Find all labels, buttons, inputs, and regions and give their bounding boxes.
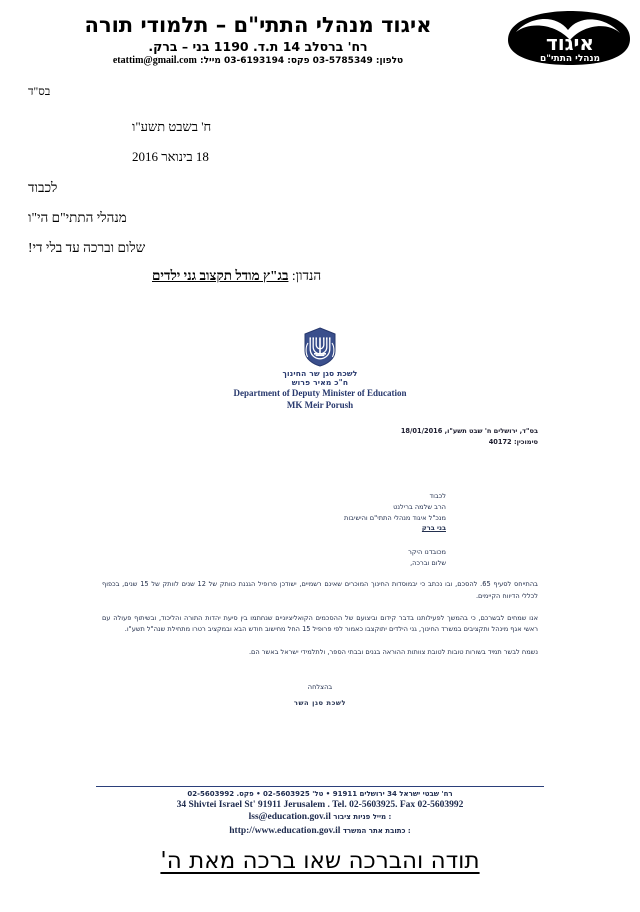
gregorian-date: 18 בינואר 2016 [132,148,209,164]
footer-divider [96,786,544,787]
ministry-office-en-2: MK Meir Porush [286,400,354,411]
ministry-paragraph-3: נשמח לבשר תמיד בשורות טובות לטובת צוותות ההוראה בגנים ובבתי הספר, ולתלמידי ישראל באשר הם. [248,647,538,656]
ministry-to-role: מנכ"ל איגוד מנהלי התתי"ם והישיבות [344,513,446,522]
to-label: לכבוד [28,180,58,195]
bsd-header: בס"ד [28,86,51,98]
ministry-sign-closing: בהצלחה [307,682,333,691]
ministry-letter-body [96,579,544,658]
organization-title: איגוד מנהלי התתי"ם – תלמודי תורה [84,13,432,37]
ministry-to-label: לכבוד [429,492,446,501]
ministry-footer [96,786,544,839]
subject-value: בג"ץ מודל תקצוב גני ילדים [152,268,289,283]
association-letterhead [0,8,640,74]
contact-phone-fax-label: טלפון: 03-5785349 פקס: 03-6193194 מייל: [200,56,404,67]
to-recipient: מנהלי התתי"ם הי"ו [28,210,127,226]
footer-website-label: כתובת אתר המשרד : [342,827,411,836]
ministry-date: בס"ד, ירושלים ח' שבט תשע"ו, 18/01/2016 [400,426,538,435]
footer-website-value[interactable]: http://www.education.gov.il [229,826,341,837]
ministry-paragraph-1: בהתייחס לסעיף 65. להסכם, ובו נכתב כי יבמוסדות החינוך המוכרים שאינם רשמיים, ישודכן פרופיל הגננת כוותק של 12 שנים לוותק של 15 שנים, בכפוף לכללי הדיווח הקיימים. [102,580,538,600]
footer-email-line [96,811,544,825]
ministry-meta-block [96,426,544,450]
letterhead-text-block [18,14,498,68]
footer-email-value[interactable]: lss@education.gov.il [248,812,331,823]
footer-website-line [96,825,544,839]
footer-address-en: 34 Shivtei Israel St' 91911 Jerusalem . Tel. 02-5603925. Fax 02-5603992 [176,800,464,811]
ministry-letterhead-text [96,369,544,412]
greeting-line: שלום וברכה עד בלי די! [28,240,146,256]
closing-blessing [0,848,640,874]
ministry-recipient-block [96,491,544,534]
ministry-office-en-1: Department of Deputy Minister of Education [233,388,407,398]
ministry-reference: סימוכין: 40172 [488,438,538,447]
organization-address: רח' ברסלב 14 ת.ד. 1190 בני – ברק. [148,38,368,54]
subject-line [152,268,640,284]
ministry-greeting-block [96,547,544,568]
ministry-signature-block [96,680,544,712]
ministry-office-he-2: ח"כ מאיר פרוש [291,378,349,387]
organization-contact [18,55,498,68]
footer-email-label: מייל פניות ציבור : [333,813,392,822]
footer-address-he: רח' שבטי ישראל 34 ירושלים 91911 • טל' 02-5603925 • פקס. 02-5603992 [187,790,453,798]
ministry-to-name: הרב שלמה ברילנט [393,502,446,511]
subject-label: הנדון: [291,268,322,283]
svg-text:איגוד: איגוד [545,31,595,55]
ministry-letter-insert [96,327,544,777]
svg-text:מנהלי התתי"ם: מנהלי התתי"ם [539,54,601,64]
closing-blessing-text: תודה והברכה שאו ברכה מאת ה' [160,848,480,874]
hebrew-date: ח' בשבט תשע"ו [132,119,212,134]
recipient-block [28,181,640,256]
ministry-greet-1: מכובדנו היקר [408,547,446,556]
date-block [132,120,640,163]
ministry-paragraph-2: אנו שמחים לבשרכם, כי בהמשך לפעילותנו בדבר קידום וביצועם של ההסכמים הקואליציוניים שנחתמו בין סיעת יהדות התורה והליכוד, ובשיתוף פעולה עם ראשי אגף מינהל ותקציבים במשרד החינוך, גני הילדים יתוקצבו כאמור לפי פרופיל 15 החל מחישוב חודש הבא ובמקציב רטרו מתחילת שנה"ל תשע"ו. [102,613,538,634]
contact-email: etattim@gmail.com [112,55,197,67]
association-logo [504,10,632,66]
israel-state-emblem-icon [303,327,337,367]
ministry-greet-2: שלום וברכה, [410,558,446,567]
ministry-sign-office: לשכת סגן השר [293,698,347,707]
ministry-office-he-1: לשכת סגן שר החינוך [282,369,358,378]
ministry-to-city: בני ברק [421,524,446,533]
